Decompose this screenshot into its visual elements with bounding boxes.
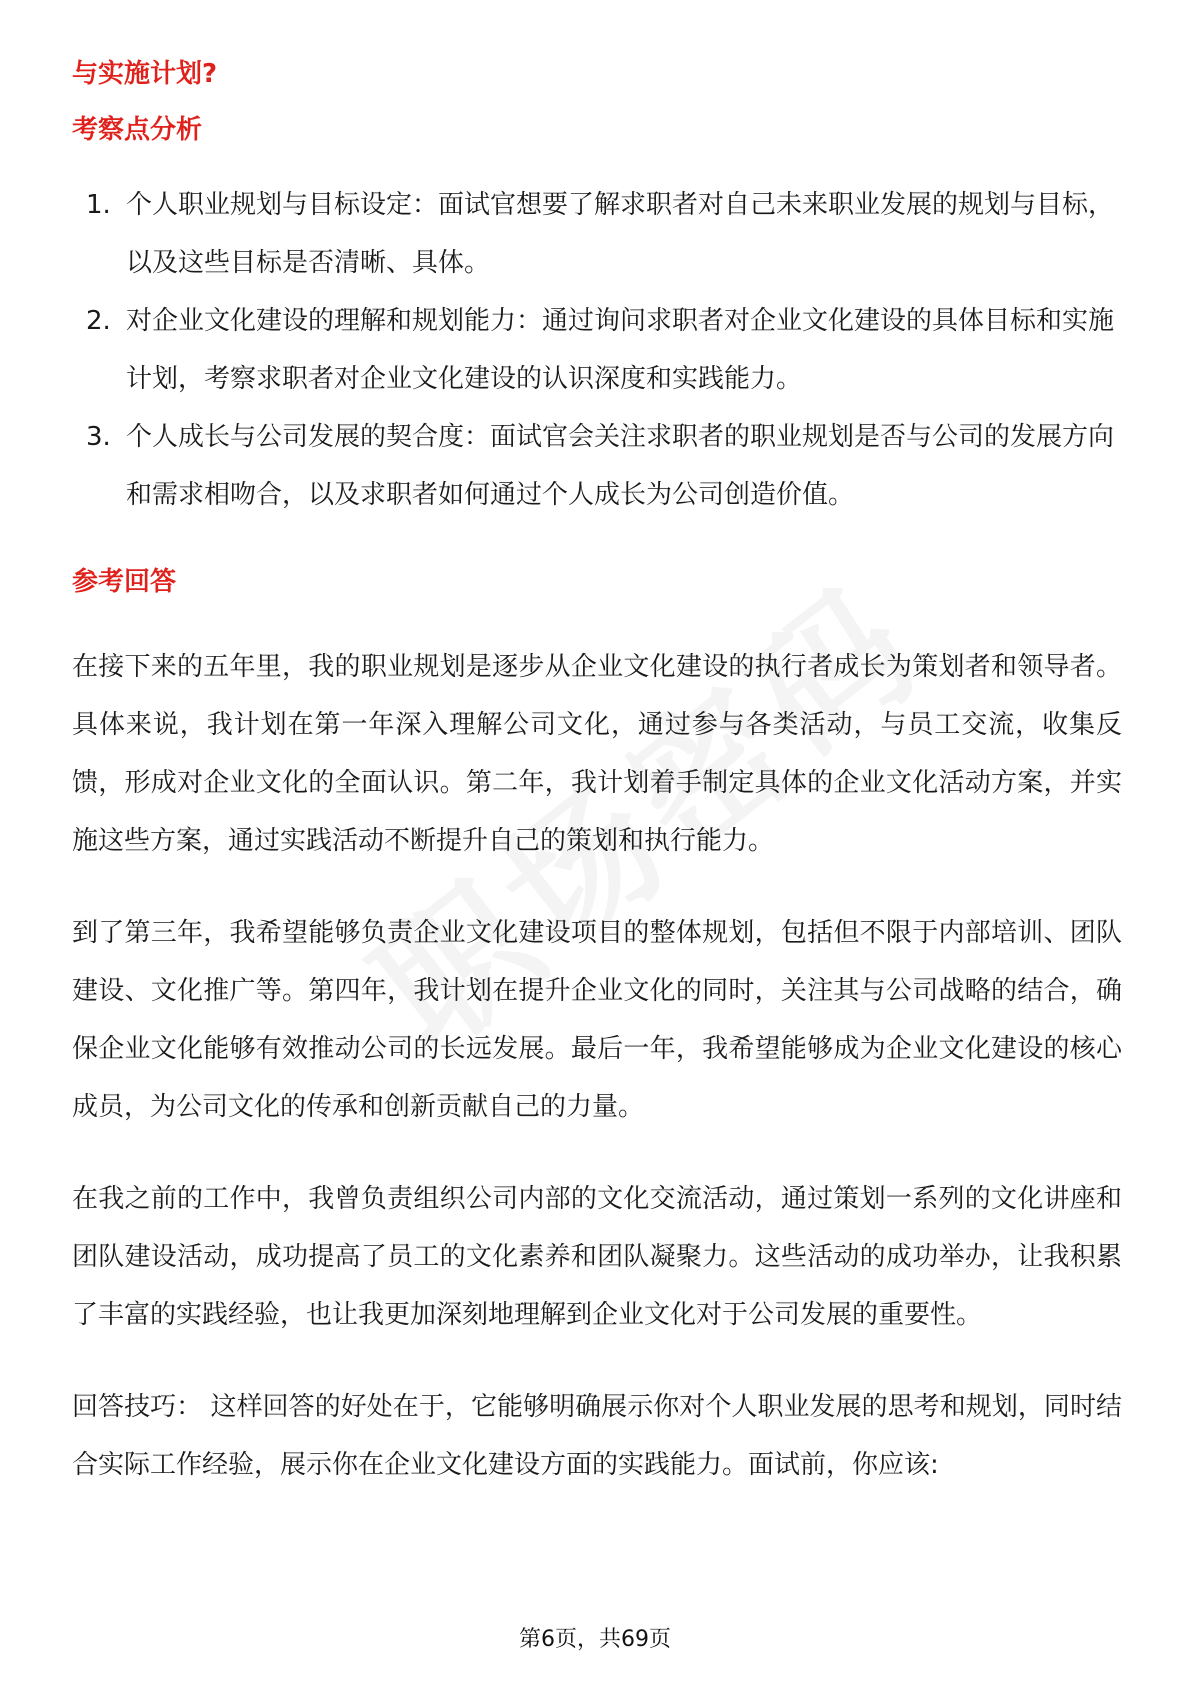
list-number: 1. <box>86 190 111 220</box>
list-text: 个人职业规划与目标设定：面试官想要了解求职者对自己未来职业发展的规划与目标，以及这些目标是否清晰、具体。 <box>126 190 1115 278</box>
list-text: 个人成长与公司发展的契合度：面试官会关注求职者的职业规划是否与公司的发展方向和需求相吻合，以及求职者如何通过个人成长为公司创造价值。 <box>126 422 1115 510</box>
analysis-heading: 考察点分析 <box>72 115 203 145</box>
answer-tips-paragraph: 回答技巧： 这样回答的好处在于，它能够明确展示你对个人职业发展的思考和规划，同时结合实际工作经验，展示你在企业文化建设方面的实践能力。面试前，你应该: <box>72 1392 1122 1480</box>
page-content <box>72 42 1122 1494</box>
answer-paragraph: 到了第三年，我希望能够负责企业文化建设项目的整体规划，包括但不限于内部培训、团队建设、文化推广等。第四年，我计划在提升企业文化的同时，关注其与公司战略的结合，确保企业文化能够有效推动公司的长远发展。最后一年，我希望能够成为企业文化建设的核心成员，为公司文化的传承和创新贡献自己的力量。 <box>72 918 1122 1122</box>
list-item <box>72 176 1122 292</box>
page-number-footer: 第6页，共69页 <box>519 1627 671 1652</box>
answer-paragraph: 在我之前的工作中，我曾负责组织公司内部的文化交流活动，通过策划一系列的文化讲座和团队建设活动，成功提高了员工的文化素养和团队凝聚力。这些活动的成功举办，让我积累了丰富的实践经验，也让我更加深刻地理解到企业文化对于公司发展的重要性。 <box>72 1184 1122 1330</box>
list-number: 3. <box>86 422 111 452</box>
list-item <box>72 292 1122 408</box>
question-heading-continuation: 与实施计划? <box>72 59 218 89</box>
answer-heading: 参考回答 <box>72 567 177 597</box>
analysis-list <box>72 176 1122 524</box>
list-number: 2. <box>86 306 111 336</box>
list-item <box>72 408 1122 524</box>
answer-paragraph: 在接下来的五年里，我的职业规划是逐步从企业文化建设的执行者成长为策划者和领导者。具体来说，我计划在第一年深入理解公司文化，通过参与各类活动，与员工交流，收集反馈，形成对企业文化的全面认识。第二年，我计划着手制定具体的企业文化活动方案，并实施这些方案，通过实践活动不断提升自己的策划和执行能力。 <box>72 652 1122 856</box>
list-text: 对企业文化建设的理解和规划能力：通过询问求职者对企业文化建设的具体目标和实施计划，考察求职者对企业文化建设的认识深度和实践能力。 <box>126 306 1115 394</box>
